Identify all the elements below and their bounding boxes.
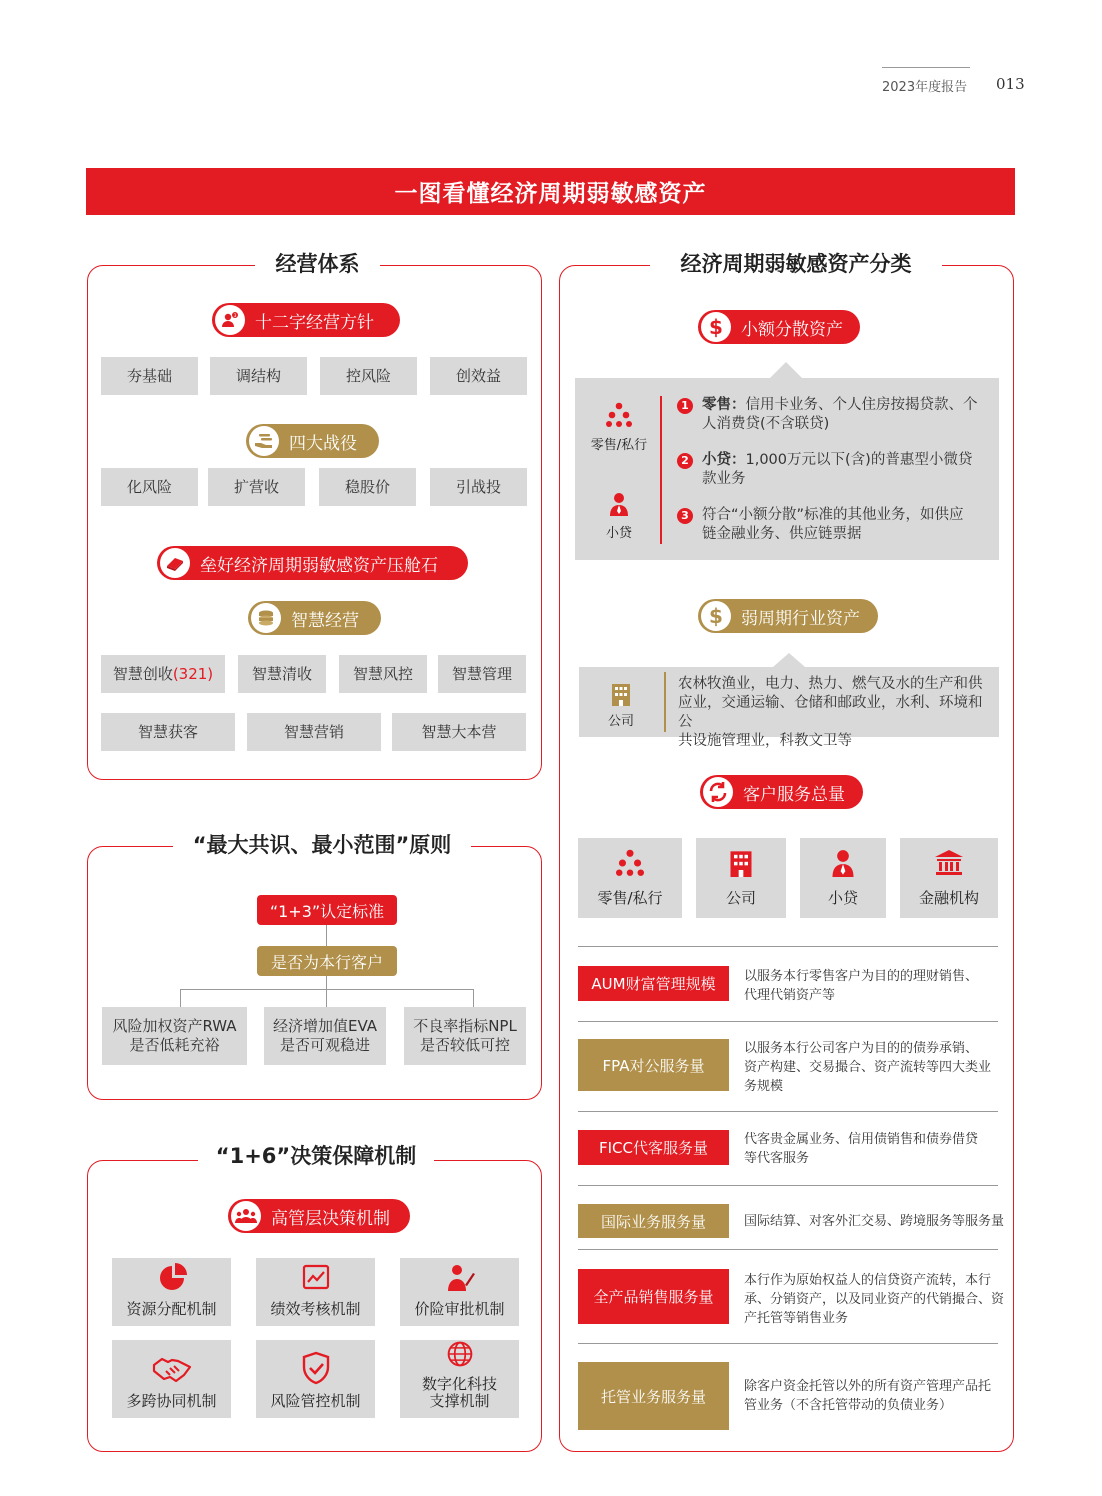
exec-decision-label: 高管层决策机制 [271, 1208, 390, 1229]
connector [180, 989, 474, 990]
person-badge-icon [215, 305, 245, 335]
mechanism-card: 风险管控机制 [256, 1340, 375, 1418]
criterion-box: 风险加权资产RWA 是否低耗充裕 [102, 1007, 247, 1065]
ballast-stone-label: 垒好经济周期弱敏感资产压舱石 [200, 555, 438, 576]
building-icon [609, 682, 633, 706]
mechanism-card: 数字化科技 支撑机制 [400, 1340, 519, 1418]
connector [180, 989, 181, 1007]
coins-hand-icon [249, 426, 279, 456]
small-assets-pill [698, 310, 860, 344]
dollar-icon [701, 312, 731, 342]
mechanism-card: 绩效考核机制 [256, 1258, 375, 1326]
header-rule [882, 67, 970, 68]
person-icon [607, 492, 631, 516]
dollar-icon [701, 601, 731, 631]
twelve-char-policy-label: 十二字经营方针 [255, 312, 374, 333]
customer-card: 小贷 [800, 838, 886, 918]
row-divider [578, 1343, 998, 1344]
weak-cycle-label: 弱周期行业资产 [741, 608, 860, 629]
row-divider [578, 946, 998, 947]
smart-item: 智慧风控 [339, 655, 427, 693]
page-banner-title: 一图看懂经济周期弱敏感资产 [86, 168, 1015, 215]
service-total-label: 客户服务总量 [743, 784, 845, 805]
pointer-triangle [770, 362, 802, 378]
service-tag: FPA对公服务量 [578, 1039, 729, 1091]
smart-ops-label: 智慧经营 [291, 610, 359, 631]
service-desc: 本行作为原始权益人的信贷资产流转，本行 承、分销资产，以及同业资产的代销撮合、资 产托管等销售业务 [744, 1273, 1005, 1326]
small-assets-divider [660, 396, 662, 544]
svg-text:3: 3 [233, 314, 237, 319]
mechanism-card: 多跨协同机制 [112, 1340, 231, 1418]
smart-item: 智慧营销 [247, 713, 381, 751]
customer-card: 公司 [696, 838, 786, 918]
connector [326, 976, 327, 990]
four-campaigns-pill [246, 424, 379, 458]
ops-system-title: 经营体系 [255, 249, 380, 279]
row-divider [578, 1021, 998, 1022]
smart-ops-pill [248, 601, 381, 635]
service-tag: FICC代客服务量 [578, 1130, 729, 1165]
weak-cycle-pill [698, 599, 878, 633]
classification-title: 经济周期弱敏感资产分类 [650, 249, 942, 279]
mechanism-card: 价险审批机制 [400, 1258, 519, 1326]
campaign-item: 引战投 [430, 468, 527, 506]
policy-item: 调结构 [210, 357, 307, 395]
twelve-char-policy-pill [212, 303, 400, 337]
decision-title: “1+6”决策保障机制 [198, 1141, 434, 1171]
small-asset-item: 3 符合“小额分散”标准的其他业务，如供应 链金融业务、供应链票据 [677, 506, 987, 525]
svg-text:$: $ [709, 316, 723, 338]
page-number: 013 [996, 75, 1025, 93]
campaign-item: 稳股价 [319, 468, 416, 506]
ops-system-panel [87, 265, 542, 780]
bank-icon [934, 849, 964, 877]
group-people-icon [231, 1201, 261, 1231]
report-label: 2023年度报告 [882, 80, 968, 95]
weak-cycle-divider [664, 672, 666, 732]
globe-icon [444, 1340, 476, 1368]
service-tag: AUM财富管理规模 [578, 966, 729, 1001]
service-total-pill [700, 775, 863, 809]
customer-card: 零售/私行 [578, 838, 682, 918]
service-desc: 除客户资金托管以外的所有资产管理产品托 管业务（不含托管带动的负债业务） [744, 1379, 992, 1413]
company-side: 公司 [584, 682, 658, 729]
policy-item: 创效益 [430, 357, 527, 395]
service-desc: 代客贵金属业务、信用债销售和债券借贷 等代客服务 [744, 1132, 979, 1166]
cycle-arrows-icon [703, 777, 733, 807]
row-divider [578, 1111, 998, 1112]
small-asset-item: 2 小贷：1,000万元以下(含)的普惠型小微贷 款业务 [677, 451, 987, 470]
customer-question-label: 是否为本行客户 [257, 946, 397, 976]
service-tag: 全产品销售服务量 [578, 1269, 729, 1324]
service-tag: 托管业务服务量 [578, 1362, 729, 1430]
service-desc: 以服务本行公司客户为目的的债券承销、 资产构建、交易撮合、资产流转等四大类业 务规模 [744, 1041, 992, 1094]
customer-card: 金融机构 [900, 838, 998, 918]
smart-item: 智慧创收 (321) [101, 655, 225, 693]
server-stack-icon [251, 603, 281, 633]
ballast-stone-pill [157, 546, 468, 580]
service-desc: 以服务本行零售客户为目的的理财销售、 代理代销资产等 [744, 969, 979, 1003]
org-tree-icon [606, 402, 632, 428]
smart-item: 智慧清收 [238, 655, 326, 693]
row-divider [578, 1185, 998, 1186]
service-tag: 国际业务服务量 [578, 1204, 729, 1238]
smart-item: 智慧管理 [438, 655, 526, 693]
mechanism-card: 资源分配机制 [112, 1258, 231, 1326]
gold-bar-icon [160, 548, 190, 578]
policy-item: 夯基础 [101, 357, 198, 395]
smart-item: 智慧大本营 [392, 713, 526, 751]
svg-text:$: $ [709, 605, 723, 627]
connector [473, 989, 474, 1007]
smart-item: 智慧获客 [101, 713, 235, 751]
person-icon [829, 849, 857, 877]
criterion-box: 经济增加值EVA 是否可观稳进 [264, 1007, 386, 1065]
weak-cycle-industries: 农林牧渔业，电力、热力、燃气及水的生产和供 应业，交通运输、仓储和邮政业，水利、环境和公 共设施管理业，科教文卫等 [678, 676, 983, 749]
org-tree-icon [616, 849, 644, 877]
signing-person-icon [445, 1263, 475, 1293]
small-asset-item: 1 零售：信用卡业务、个人住房按揭贷款、个 人消费贷(不含联贷) [677, 396, 987, 415]
campaign-item: 扩营收 [208, 468, 305, 506]
small-assets-label: 小额分散资产 [741, 319, 843, 340]
connector [326, 989, 327, 1007]
standard-label: “1+3”认定标准 [257, 895, 397, 925]
building-icon [727, 849, 755, 877]
row-divider [578, 1249, 998, 1250]
four-campaigns-label: 四大战役 [289, 433, 357, 454]
pie-chart-icon [157, 1263, 187, 1293]
chart-board-icon [301, 1263, 331, 1293]
principle-title: “最大共识、最小范围”原则 [173, 830, 471, 860]
connector [326, 925, 327, 946]
pointer-triangle [773, 653, 805, 667]
service-desc: 国际结算、对客外汇交易、跨境服务等服务量 [744, 1214, 1005, 1229]
retail-side: 零售/私行 [580, 402, 658, 453]
policy-item: 控风险 [320, 357, 417, 395]
criterion-box: 不良率指标NPL 是否较低可控 [404, 1007, 526, 1065]
microloan-side: 小贷 [580, 492, 658, 541]
campaign-item: 化风险 [101, 468, 198, 506]
shield-check-icon [300, 1351, 332, 1385]
handshake-icon [152, 1353, 192, 1385]
exec-decision-pill [228, 1199, 410, 1233]
